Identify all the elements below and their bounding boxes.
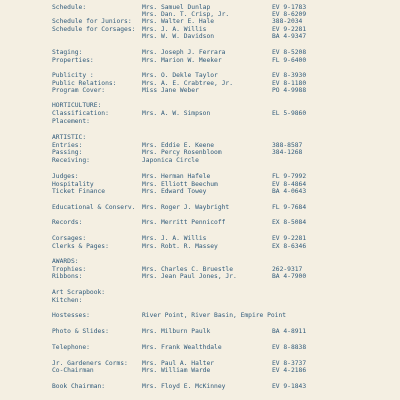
- chairman-name: Mrs. Jean Paul Jones, Jr.: [142, 273, 237, 280]
- chairman-name: Mrs. Floyd E. McKinney: [142, 383, 226, 390]
- committee-label: Hospitality: [52, 181, 94, 188]
- chairman-name: Mrs. Walter E. Hale: [142, 18, 215, 25]
- chairman-name: Mrs. J. A. Willis: [142, 26, 207, 33]
- chairman-name: Mrs. Paul A. Halter: [142, 360, 215, 367]
- chairman-name: Mrs. W. W. Davidson: [142, 33, 215, 40]
- committee-label: Schedule for Juniors:: [52, 18, 132, 25]
- committee-label: Trophies:: [52, 266, 87, 273]
- committee-label: Art Scrapbook:: [52, 289, 106, 296]
- committee-label: Receiving:: [52, 157, 90, 164]
- committee-row: [0, 86, 400, 95]
- committee-row: [0, 218, 400, 227]
- chairman-name: Mrs. O. Dekle Taylor: [142, 72, 218, 79]
- chairman-name: Mrs. Milburn Paulk: [142, 328, 211, 335]
- phone-number: EV 8-5208: [272, 49, 307, 56]
- chairman-name: Mrs. Elliott Beechum: [142, 181, 218, 188]
- phone-number: BA 4-0643: [272, 188, 307, 195]
- phone-number: EV 8-6209: [272, 11, 307, 18]
- committee-label: AWARDS:: [52, 258, 79, 265]
- committee-label: Co-Chairman: [52, 367, 94, 374]
- phone-number: EX 8-6346: [272, 243, 307, 250]
- phone-number: 388-2034: [272, 18, 303, 25]
- phone-number: EV 8-3930: [272, 72, 307, 79]
- committee-label: Schedule:: [52, 4, 87, 11]
- committee-row: [0, 203, 400, 212]
- phone-number: 384-1268: [272, 149, 303, 156]
- committee-row: [0, 56, 400, 65]
- committee-label: Public Relations:: [52, 80, 117, 87]
- committee-label: Telephone:: [52, 344, 90, 351]
- chairman-name: Mrs. Charles C. Bruestle: [142, 266, 233, 273]
- chairman-name: Mrs. Marion W. Meeker: [142, 57, 222, 64]
- committee-row: [0, 272, 400, 281]
- committee-label: Corsages:: [52, 235, 87, 242]
- committee-label: Jr. Gardeners Corms:: [52, 360, 128, 367]
- chairman-name: Mrs. Robt. R. Massey: [142, 243, 218, 250]
- phone-number: FL 9-7992: [272, 173, 307, 180]
- committee-label: Judges:: [52, 173, 79, 180]
- phone-number: 388-8587: [272, 142, 303, 149]
- chairman-name: Mrs. Samuel Dunlap: [142, 4, 211, 11]
- phone-number: EL 5-9860: [272, 110, 307, 117]
- chairman-name: Mrs. Joseph J. Ferrara: [142, 49, 226, 56]
- phone-number: EV 8-3737: [272, 360, 307, 367]
- committee-label: Kitchen:: [52, 297, 83, 304]
- chairman-name: Mrs. Frank Wealthdale: [142, 344, 222, 351]
- committee-row: [0, 32, 400, 41]
- chairman-name: Mrs. William Warde: [142, 367, 211, 374]
- committee-label: Placement:: [52, 118, 90, 125]
- phone-number: EV 8-4864: [272, 181, 307, 188]
- committee-row: [0, 311, 400, 320]
- chairman-name: Mrs. A. W. Simpson: [142, 110, 211, 117]
- committee-label: Entries:: [52, 142, 83, 149]
- committee-label: Clerks & Pages:: [52, 243, 109, 250]
- committee-row: [0, 187, 400, 196]
- chairman-name: Mrs. Herman Hafele: [142, 173, 211, 180]
- committee-label: Records:: [52, 219, 83, 226]
- chairman-name: Mrs. J. A. Willis: [142, 235, 207, 242]
- phone-number: EX 8-5084: [272, 219, 307, 226]
- committee-label: Book Chairman:: [52, 383, 106, 390]
- chairman-name: Mrs. Merritt Pennicoff: [142, 219, 226, 226]
- chairman-name: Mrs. Eddie E. Keene: [142, 142, 215, 149]
- committee-label: Classification:: [52, 110, 109, 117]
- phone-number: FL 9-7684: [272, 204, 307, 211]
- committee-label: Hostesses:: [52, 312, 90, 319]
- chairman-name: Miss Jane Weber: [142, 87, 199, 94]
- chairman-name: Mrs. Edward Towey: [142, 188, 207, 195]
- committee-label: Educational & Conserv.: [52, 204, 136, 211]
- committee-row: [0, 296, 400, 305]
- committee-row: [0, 156, 400, 165]
- phone-number: 262-9317: [272, 266, 303, 273]
- committee-label: Properties:: [52, 57, 94, 64]
- phone-number: EV 9-2281: [272, 235, 307, 242]
- phone-number: EV 9-1843: [272, 383, 307, 390]
- phone-number: BA 4-9347: [272, 33, 307, 40]
- phone-number: BA 4-7900: [272, 273, 307, 280]
- phone-number: PO 4-9988: [272, 87, 307, 94]
- committee-label: Passing:: [52, 149, 83, 156]
- committee-label: Photo & Slides:: [52, 328, 109, 335]
- phone-number: EV 4-2186: [272, 367, 307, 374]
- chairman-name: Mrs. A. E. Crabtree, Jr.: [142, 80, 233, 87]
- phone-number: EV 8-8838: [272, 344, 307, 351]
- chairman-name: River Point, River Basin, Empire Point: [142, 312, 287, 319]
- committee-row: [0, 343, 400, 352]
- committee-row: [0, 327, 400, 336]
- phone-number: EV 9-1783: [272, 4, 307, 11]
- committee-label: Ribbons:: [52, 273, 83, 280]
- committee-row: [0, 117, 400, 126]
- committee-label: Program Cover:: [52, 87, 106, 94]
- chairman-name: Japonica Circle: [142, 157, 199, 164]
- chairman-name: Mrs. Percy Rosenbloom: [142, 149, 222, 156]
- chairman-name: Mrs. Roger J. Waybright: [142, 204, 230, 211]
- committee-label: Ticket Finance: [52, 188, 106, 195]
- committee-label: HORTICULTURE:: [52, 102, 102, 109]
- phone-number: FL 9-6400: [272, 57, 307, 64]
- committee-label: Schedule for Corsages:: [52, 26, 136, 33]
- phone-number: EV 9-2281: [272, 26, 307, 33]
- committee-row: [0, 382, 400, 391]
- phone-number: EV 8-1180: [272, 80, 307, 87]
- committee-row: [0, 366, 400, 375]
- phone-number: BA 4-8911: [272, 328, 307, 335]
- chairman-name: Mrs. Dan. T. Crisp, Jr.: [142, 11, 230, 18]
- committee-label: Publicity :: [52, 72, 94, 79]
- committee-row: [0, 242, 400, 251]
- committee-label: ARTISTIC:: [52, 134, 87, 141]
- committee-label: Staging:: [52, 49, 83, 56]
